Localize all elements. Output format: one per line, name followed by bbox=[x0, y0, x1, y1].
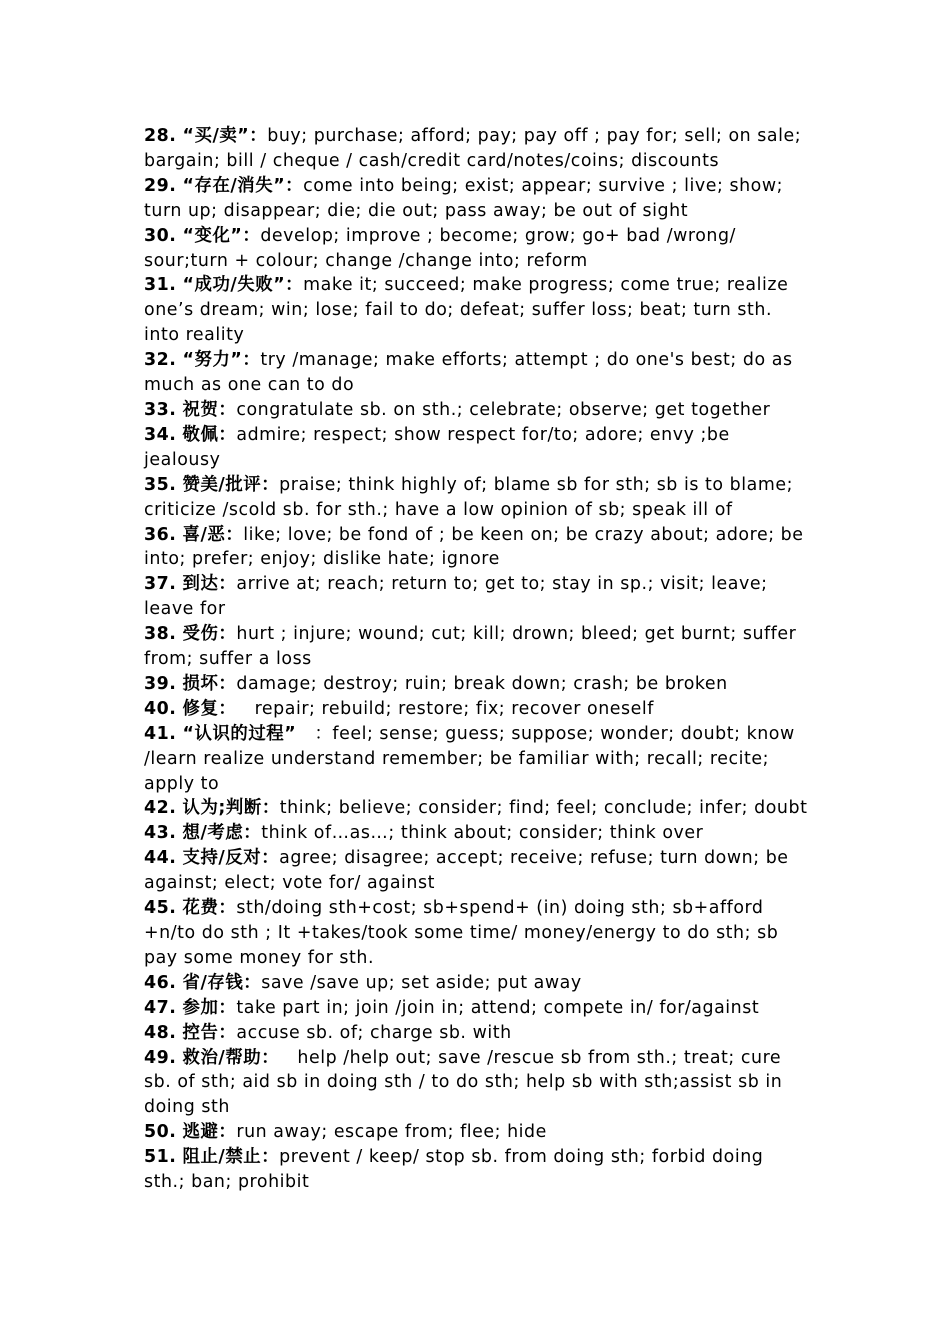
entry-words: prevent / keep/ stop sb. from doing sth; forbid doing sth.; ban; prohibit bbox=[144, 1147, 770, 1193]
vocab-entry bbox=[144, 398, 809, 423]
entry-heading: 敬佩： bbox=[182, 424, 237, 445]
vocab-entry bbox=[144, 124, 809, 174]
entry-words: run away; escape from; flee; hide bbox=[236, 1122, 547, 1143]
vocab-entry bbox=[144, 174, 809, 224]
vocab-entry bbox=[144, 473, 809, 523]
entry-heading: “努力”： bbox=[182, 350, 261, 371]
entry-heading: 逃避： bbox=[182, 1122, 237, 1143]
entry-heading: “买/卖”： bbox=[182, 126, 268, 146]
entry-words: damage; destroy; ruin; break down; crash; be broken bbox=[236, 673, 728, 694]
entry-heading: “变化”： bbox=[182, 225, 261, 246]
entry-number: 51. bbox=[144, 1147, 177, 1168]
entry-number: 38. bbox=[144, 624, 177, 645]
entry-heading: 参加： bbox=[182, 997, 237, 1018]
vocab-entry bbox=[144, 1145, 809, 1195]
vocab-entry bbox=[144, 697, 809, 722]
entry-number: 46. bbox=[144, 972, 177, 993]
vocab-entry bbox=[144, 224, 809, 274]
entry-heading: 损坏： bbox=[182, 673, 237, 694]
entry-number: 44. bbox=[144, 848, 177, 869]
entry-words: make it; succeed; make progress; come true; realize one’s dream; win; lose; fail to do; defeat; suffer loss; beat; turn sth. into reality bbox=[144, 275, 795, 346]
entry-heading: “存在/消失”： bbox=[182, 175, 304, 196]
entry-words: come into being; exist; appear; survive ; live; show; turn up; disappear; die; die out; pass away; be out of sight bbox=[144, 175, 790, 221]
vocab-entry bbox=[144, 996, 809, 1021]
entry-number: 36. bbox=[144, 524, 177, 545]
entry-heading: 省/存钱： bbox=[182, 972, 262, 993]
entry-number: 40. bbox=[144, 698, 177, 719]
entry-words: agree; disagree; accept; receive; refuse; turn down; be against; elect; vote for/ against bbox=[144, 848, 795, 894]
entry-number: 43. bbox=[144, 823, 177, 844]
vocab-entry bbox=[144, 348, 809, 398]
entry-heading: 阻止/禁止： bbox=[182, 1147, 280, 1168]
vocab-entry bbox=[144, 523, 809, 573]
entry-heading: 赞美/批评： bbox=[182, 474, 280, 495]
entry-heading: 支持/反对： bbox=[182, 848, 280, 869]
entry-number: 31. bbox=[144, 275, 177, 296]
entry-words: repair; rebuild; restore; fix; recover oneself bbox=[236, 698, 654, 719]
entry-number: 29. bbox=[144, 175, 177, 196]
entry-number: 37. bbox=[144, 574, 177, 595]
vocabulary-list bbox=[144, 124, 809, 1195]
vocab-entry bbox=[144, 1046, 809, 1121]
entry-heading: 到达： bbox=[182, 574, 237, 595]
vocab-entry bbox=[144, 572, 809, 622]
entry-words: try /manage; make efforts; attempt ; do one's best; do as much as one can to do bbox=[144, 350, 799, 396]
entry-words: buy; purchase; afford; pay; pay off ; pay for; sell; on sale; bargain; bill / cheque / cash/credit card/notes/coins; discounts bbox=[144, 126, 808, 171]
entry-number: 35. bbox=[144, 474, 177, 495]
entry-heading: 花费： bbox=[182, 898, 237, 919]
entry-words: help /help out; save /rescue sb from sth.; treat; cure sb. of sth; aid sb in doing sth / to do sth; help sb with sth;assist sb in doing sth bbox=[144, 1047, 789, 1118]
vocab-entry bbox=[144, 273, 809, 348]
entry-words: praise; think highly of; blame sb for sth; sb is to blame; criticize /scold sb. for sth.; have a low opinion of sb; speak ill of bbox=[144, 474, 800, 520]
entry-words: develop; improve ; become; grow; go+ bad /wrong/ sour;turn + colour; change /change into; reform bbox=[144, 225, 743, 271]
entry-number: 45. bbox=[144, 898, 177, 919]
entry-heading: 控告： bbox=[182, 1022, 237, 1043]
vocab-entry bbox=[144, 672, 809, 697]
entry-number: 32. bbox=[144, 350, 177, 371]
entry-number: 49. bbox=[144, 1047, 177, 1068]
entry-words: hurt ; injure; wound; cut; kill; drown; bleed; get burnt; suffer from; suffer a loss bbox=[144, 624, 803, 670]
entry-words: ：feel; sense; guess; suppose; wonder; doubt; know /learn realize understand remember; be familiar with; recall; recite; apply to bbox=[144, 723, 801, 794]
vocab-entry bbox=[144, 622, 809, 672]
entry-words: admire; respect; show respect for/to; adore; envy ;be jealousy bbox=[144, 424, 736, 470]
entry-words: save /save up; set aside; put away bbox=[261, 972, 582, 993]
vocab-entry bbox=[144, 796, 809, 821]
entry-heading: “成功/失败”： bbox=[182, 275, 304, 296]
entry-number: 33. bbox=[144, 399, 177, 420]
vocab-entry bbox=[144, 821, 809, 846]
entry-words: think of…as…; think about; consider; think over bbox=[261, 823, 704, 844]
entry-words: take part in; join /join in; attend; compete in/ for/against bbox=[236, 997, 760, 1018]
entry-heading: 救治/帮助： bbox=[182, 1047, 280, 1068]
entry-number: 41. bbox=[144, 723, 177, 744]
vocab-entry bbox=[144, 722, 809, 797]
entry-words: think; believe; consider; find; feel; conclude; infer; doubt bbox=[279, 798, 808, 819]
entry-words: accuse sb. of; charge sb. with bbox=[236, 1022, 512, 1043]
entry-number: 30. bbox=[144, 225, 177, 246]
entry-number: 50. bbox=[144, 1122, 177, 1143]
entry-words: arrive at; reach; return to; get to; stay in sp.; visit; leave; leave for bbox=[144, 574, 774, 620]
entry-words: like; love; be fond of ; be keen on; be crazy about; adore; be into; prefer; enjoy; dislike hate; ignore bbox=[144, 524, 810, 570]
entry-heading: “认识的过程” bbox=[182, 723, 297, 744]
vocab-entry bbox=[144, 1021, 809, 1046]
entry-words: sth/doing sth+cost; sb+spend+ (in) doing sth; sb+afford +n/to do sth ; It +takes/took some time/ money/energy to do sth; sb pay some money for sth. bbox=[144, 898, 785, 968]
entry-words: congratulate sb. on sth.; celebrate; observe; get together bbox=[236, 399, 771, 420]
entry-heading: 喜/恶： bbox=[182, 524, 244, 545]
entry-number: 28. bbox=[144, 126, 177, 146]
entry-heading: 受伤： bbox=[182, 624, 237, 645]
vocab-entry bbox=[144, 971, 809, 996]
vocab-entry bbox=[144, 846, 809, 896]
entry-number: 42. bbox=[144, 798, 177, 819]
vocab-entry bbox=[144, 1120, 809, 1145]
entry-number: 48. bbox=[144, 1022, 177, 1043]
entry-heading: 认为;判断： bbox=[182, 798, 280, 819]
vocab-entry bbox=[144, 896, 809, 971]
entry-heading: 祝贺： bbox=[182, 399, 237, 420]
entry-number: 39. bbox=[144, 673, 177, 694]
entry-number: 34. bbox=[144, 424, 177, 445]
entry-heading: 修复： bbox=[182, 698, 237, 719]
vocab-entry bbox=[144, 423, 809, 473]
entry-heading: 想/考虑： bbox=[182, 823, 262, 844]
entry-number: 47. bbox=[144, 997, 177, 1018]
